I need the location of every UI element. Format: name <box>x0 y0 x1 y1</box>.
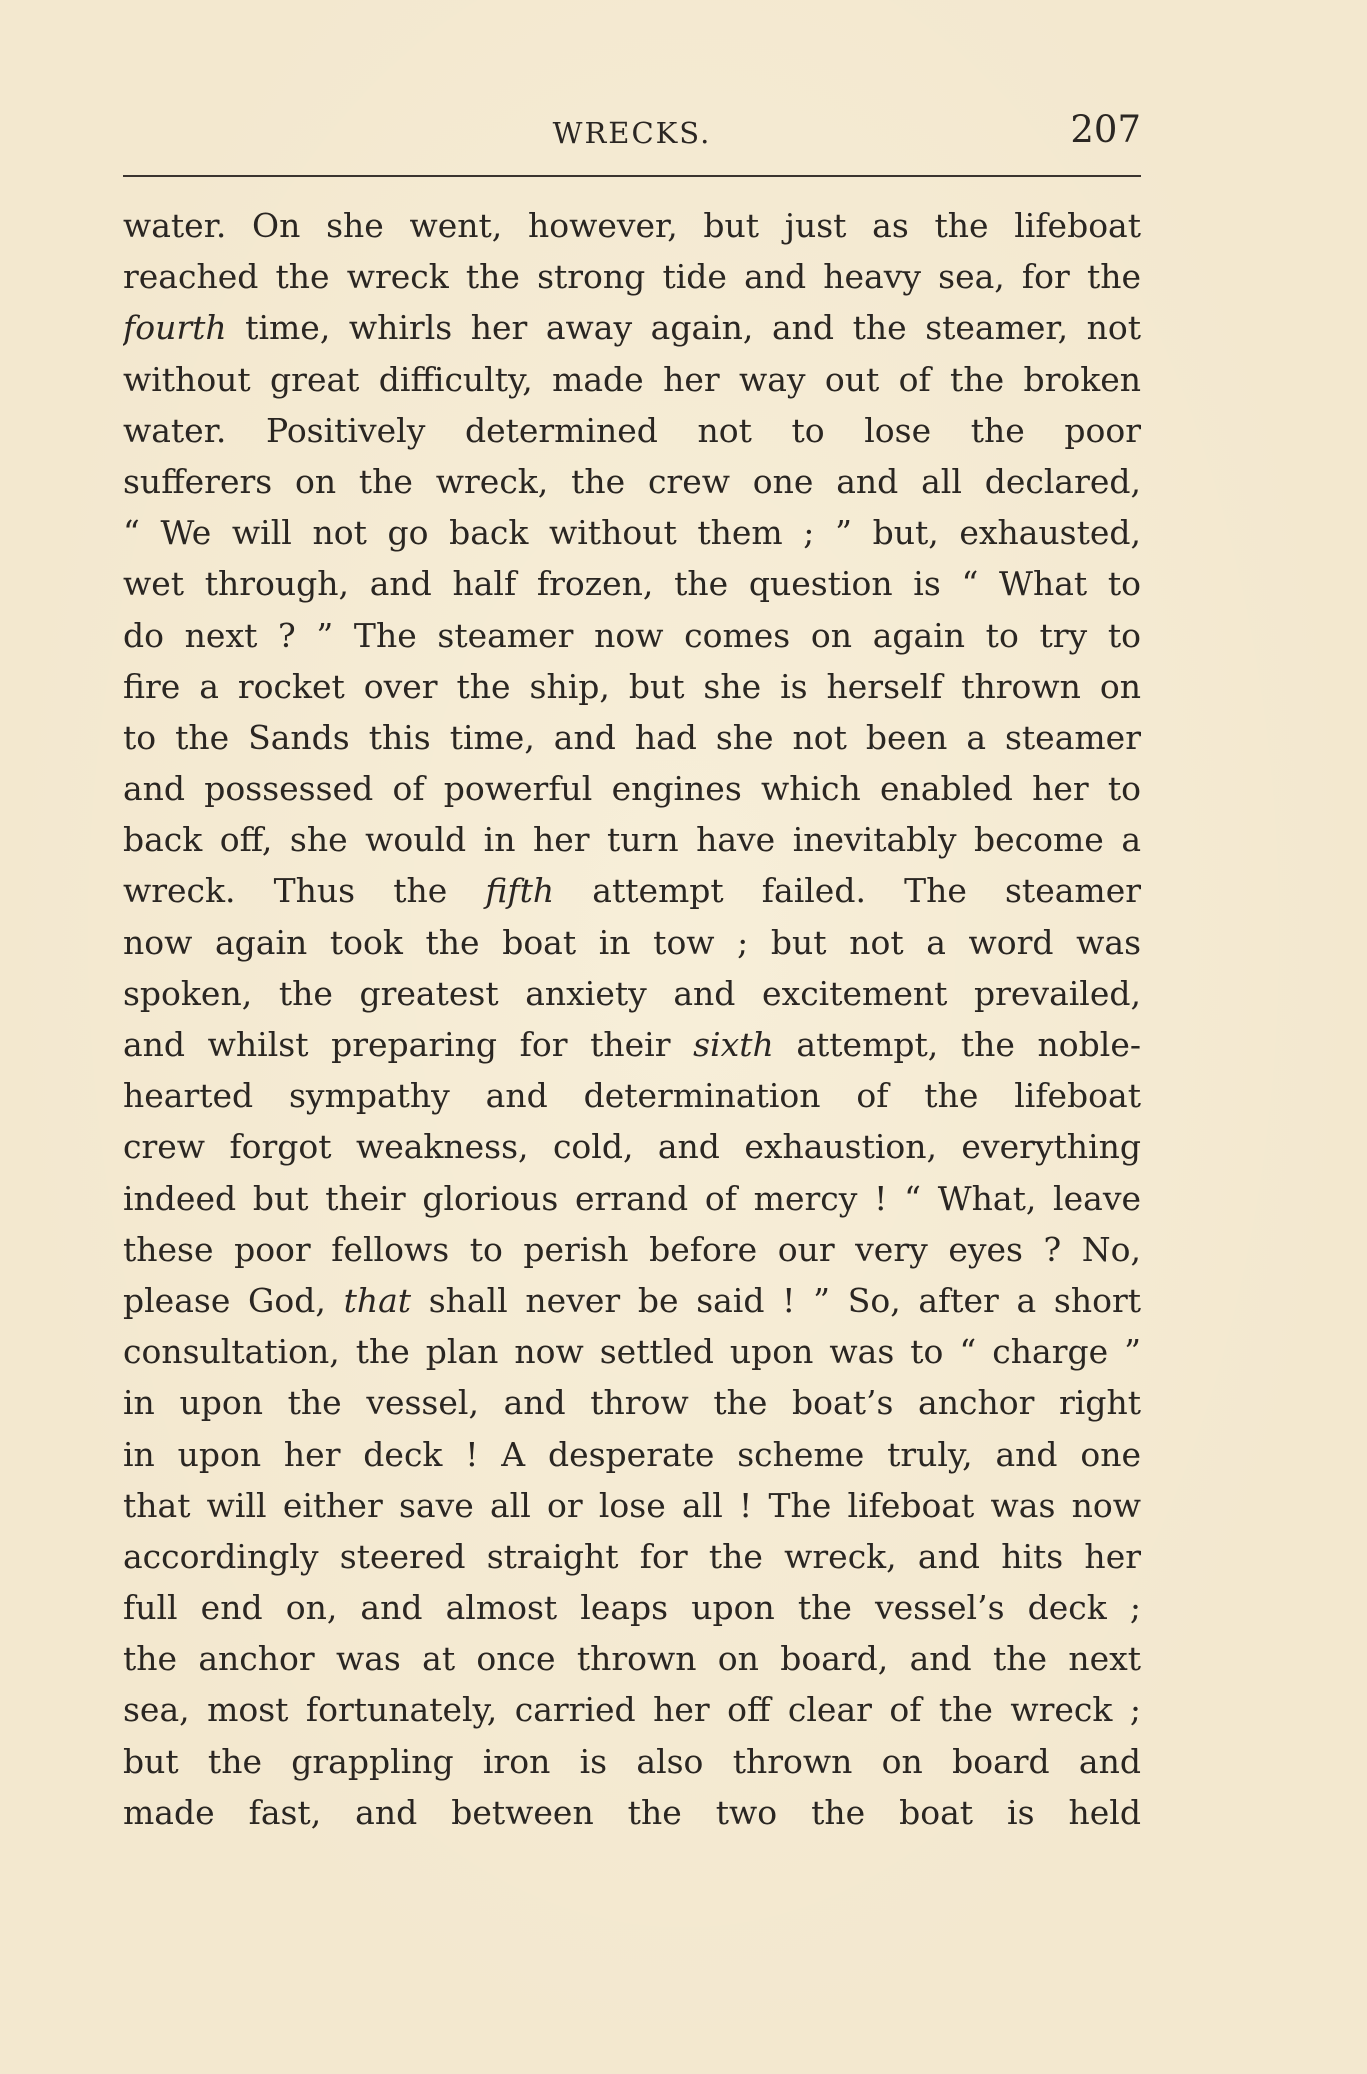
italic-word: fifth <box>485 871 555 911</box>
text-line-segment: consultation, the plan now settled upon was to “ charge ” <box>123 1332 1141 1372</box>
text-line <box>123 507 1141 558</box>
running-title: WRECKS. <box>552 116 712 150</box>
text-line-segment: shall never be said ! ” So, after a short <box>411 1280 1141 1320</box>
text-line-segment: in upon her deck ! A desperate scheme truly, and one <box>123 1434 1141 1474</box>
text-line-segment: and whilst preparing for their <box>123 1025 694 1064</box>
text-line-segment: hearted sympathy and determination of the lifeboat <box>123 1076 1141 1116</box>
text-line <box>123 1633 1141 1684</box>
text-line <box>123 1377 1141 1428</box>
text-line <box>123 456 1141 507</box>
text-line-segment: spoken, the greatest anxiety and excitement prevailed, <box>123 973 1141 1013</box>
text-line-segment: that will either save all or lose all ! The lifeboat was now <box>123 1485 1141 1525</box>
text-line <box>123 1173 1141 1224</box>
text-line-segment: without great difficulty, made her way out of the broken <box>123 359 1141 399</box>
text-line <box>123 1684 1141 1735</box>
text-line-segment: accordingly steered straight for the wreck, and hits her <box>123 1536 1141 1576</box>
text-line <box>123 968 1141 1019</box>
text-line <box>123 917 1141 968</box>
text-line <box>123 558 1141 609</box>
text-line <box>123 354 1141 405</box>
text-line-segment: crew forgot weakness, cold, and exhaustion, everything <box>123 1127 1141 1167</box>
running-head <box>123 108 1141 158</box>
text-line <box>123 251 1141 302</box>
text-line-segment: and possessed of powerful engines which enabled her to <box>123 769 1141 809</box>
text-line <box>123 712 1141 763</box>
text-line <box>123 1019 1141 1070</box>
text-line-segment: wet through, and half frozen, the question is “ What to <box>123 564 1141 604</box>
body-text <box>123 200 1141 1838</box>
text-line-segment: back off, she would in her turn have inevitably become a <box>123 820 1141 860</box>
text-line <box>123 1275 1141 1326</box>
text-line-segment: full end on, and almost leaps upon the vessel’s deck ; <box>123 1588 1141 1628</box>
text-line <box>123 610 1141 661</box>
text-line <box>123 200 1141 251</box>
text-line-segment: attempt failed. The steamer <box>554 871 1141 911</box>
italic-word: that <box>343 1280 412 1320</box>
text-line-segment: please God, <box>123 1280 344 1320</box>
text-line-segment: fire a rocket over the ship, but she is herself thrown on <box>123 666 1141 706</box>
text-line <box>123 302 1141 353</box>
text-line <box>123 1787 1141 1838</box>
text-line-segment: sea, most fortunately, carried her off clear of the wreck ; <box>123 1690 1141 1730</box>
text-line <box>123 763 1141 814</box>
text-line-segment: made fast, and between the two the boat is held <box>123 1792 1141 1832</box>
text-line-segment: wreck. Thus the <box>123 871 486 911</box>
italic-word: fourth <box>123 308 227 348</box>
text-line <box>123 1224 1141 1275</box>
text-line-segment: these poor fellows to perish before our very eyes ? No, <box>123 1229 1141 1269</box>
text-line <box>123 1121 1141 1172</box>
text-line <box>123 661 1141 712</box>
text-line-segment: attempt, the noble- <box>773 1025 1141 1064</box>
text-line-segment: water. Positively determined not to lose the poor <box>123 410 1141 450</box>
page-number: 207 <box>1070 108 1141 151</box>
text-line <box>123 1736 1141 1787</box>
text-line-segment: do next ? ” The steamer now comes on again to try to <box>123 615 1141 655</box>
text-line <box>123 814 1141 865</box>
header-rule <box>123 175 1141 177</box>
text-line-segment: “ We will not go back without them ; ” but, exhausted, <box>123 513 1141 553</box>
text-line-segment: sufferers on the wreck, the crew one and all declared, <box>123 461 1141 501</box>
text-line-segment: time, whirls her away again, and the steamer, not <box>226 308 1141 348</box>
text-line-segment: but the grappling iron is also thrown on board and <box>123 1741 1141 1781</box>
text-line-segment: reached the wreck the strong tide and heavy sea, for the <box>123 257 1141 297</box>
text-line <box>123 865 1141 916</box>
text-line-segment: the anchor was at once thrown on board, and the next <box>123 1639 1141 1679</box>
text-line <box>123 1480 1141 1531</box>
text-line <box>123 1326 1141 1377</box>
text-line-segment: water. On she went, however, but just as the lifeboat <box>123 206 1141 245</box>
text-line-segment: now again took the boat in tow ; but not a word was <box>123 922 1141 962</box>
text-line <box>123 1429 1141 1480</box>
text-line <box>123 405 1141 456</box>
text-line-segment: in upon the vessel, and throw the boat’s anchor right <box>123 1383 1141 1423</box>
text-line <box>123 1070 1141 1121</box>
text-line-segment: to the Sands this time, and had she not been a steamer <box>123 717 1141 757</box>
text-line <box>123 1531 1141 1582</box>
text-line-segment: indeed but their glorious errand of mercy ! “ What, leave <box>123 1178 1141 1218</box>
text-line <box>123 1582 1141 1633</box>
italic-word: sixth <box>693 1025 774 1064</box>
